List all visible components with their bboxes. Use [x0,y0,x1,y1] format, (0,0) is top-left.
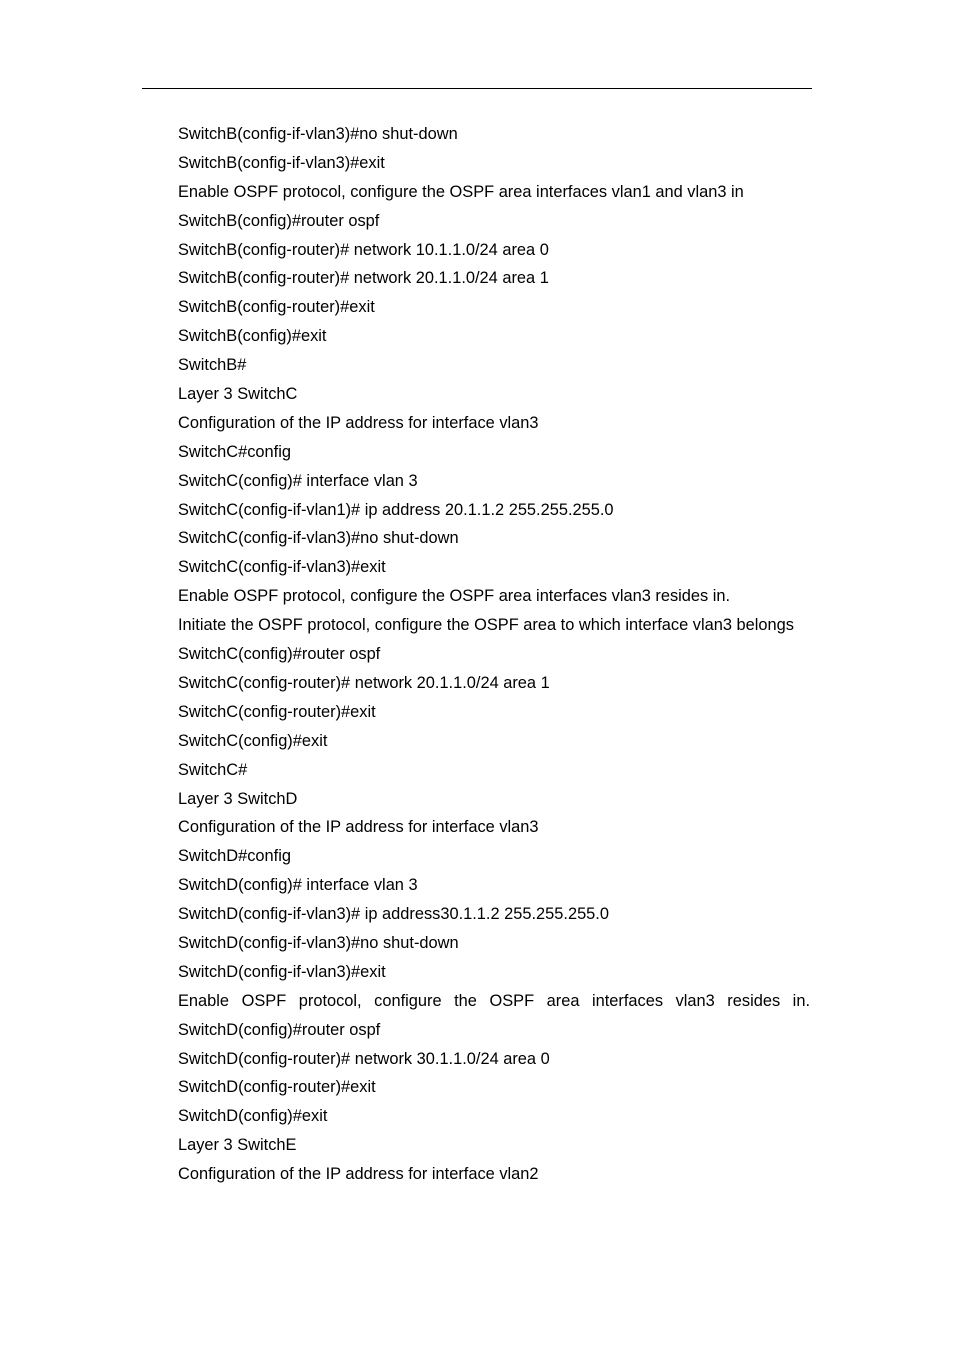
text-paragraph: Initiate the OSPF protocol, configure the OSPF area to which interface vlan3 belongs [178,616,794,635]
text-line: SwitchD(config)# interface vlan 3 [178,876,418,895]
text-line: SwitchD(config-router)# network 30.1.1.0/24 area 0 [178,1049,550,1068]
text-line: Configuration of the IP address for interface vlan2 [178,1165,539,1184]
text-line: SwitchC(config-router)# network 20.1.1.0/24 area 1 [178,673,550,692]
header-rule [142,88,812,89]
text-line: SwitchB# [178,356,247,375]
section-heading: Layer 3 SwitchC [178,385,298,404]
text-line: SwitchC(config)#router ospf [178,645,381,664]
text-line: SwitchD(config)#router ospf [178,1020,381,1039]
text-line: SwitchC(config)#exit [178,731,328,750]
text-line: Configuration of the IP address for interface vlan3 [178,818,539,837]
text-line: SwitchD(config-if-vlan3)#exit [178,962,386,981]
text-line: SwitchC(config-router)#exit [178,702,376,721]
text-line: Configuration of the IP address for interface vlan3 [178,413,539,432]
text-line: SwitchB(config)#router ospf [178,211,380,230]
text-line: SwitchD(config)#exit [178,1107,328,1126]
text-line: SwitchB(config-router)#exit [178,298,375,317]
text-line: SwitchC(config-if-vlan3)#no shut-down [178,529,459,548]
text-line: Enable OSPF protocol, configure the OSPF area interfaces vlan1 and vlan3 in [178,182,744,201]
section-heading: Layer 3 SwitchD [178,789,298,808]
text-line: SwitchB(config-router)# network 10.1.1.0/24 area 0 [178,240,549,259]
text-line: SwitchC(config-if-vlan1)# ip address 20.1.1.2 255.255.255.0 [178,500,614,519]
text-line: Enable OSPF protocol, configure the OSPF area interfaces vlan3 resides in. [178,587,731,606]
text-line: SwitchC# [178,760,248,779]
text-line: Enable OSPF protocol, configure the OSPF area interfaces vlan3 resides in. [178,991,810,1010]
text-line: SwitchC(config)# interface vlan 3 [178,471,418,490]
text-line: SwitchC(config-if-vlan3)#exit [178,558,386,577]
section-heading: Layer 3 SwitchE [178,1136,297,1155]
document-body [178,120,810,1189]
text-line: SwitchD#config [178,847,291,866]
text-line: SwitchD(config-router)#exit [178,1078,376,1097]
text-line: SwitchD(config-if-vlan3)#no shut-down [178,933,459,952]
text-line: SwitchB(config-if-vlan3)#exit [178,153,385,172]
text-line: SwitchB(config)#exit [178,327,327,346]
text-line: SwitchD(config-if-vlan3)# ip address30.1.1.2 255.255.255.0 [178,905,609,924]
text-line: SwitchB(config-router)# network 20.1.1.0/24 area 1 [178,269,549,288]
text-line: SwitchC#config [178,442,291,461]
text-line: SwitchB(config-if-vlan3)#no shut-down [178,125,458,143]
